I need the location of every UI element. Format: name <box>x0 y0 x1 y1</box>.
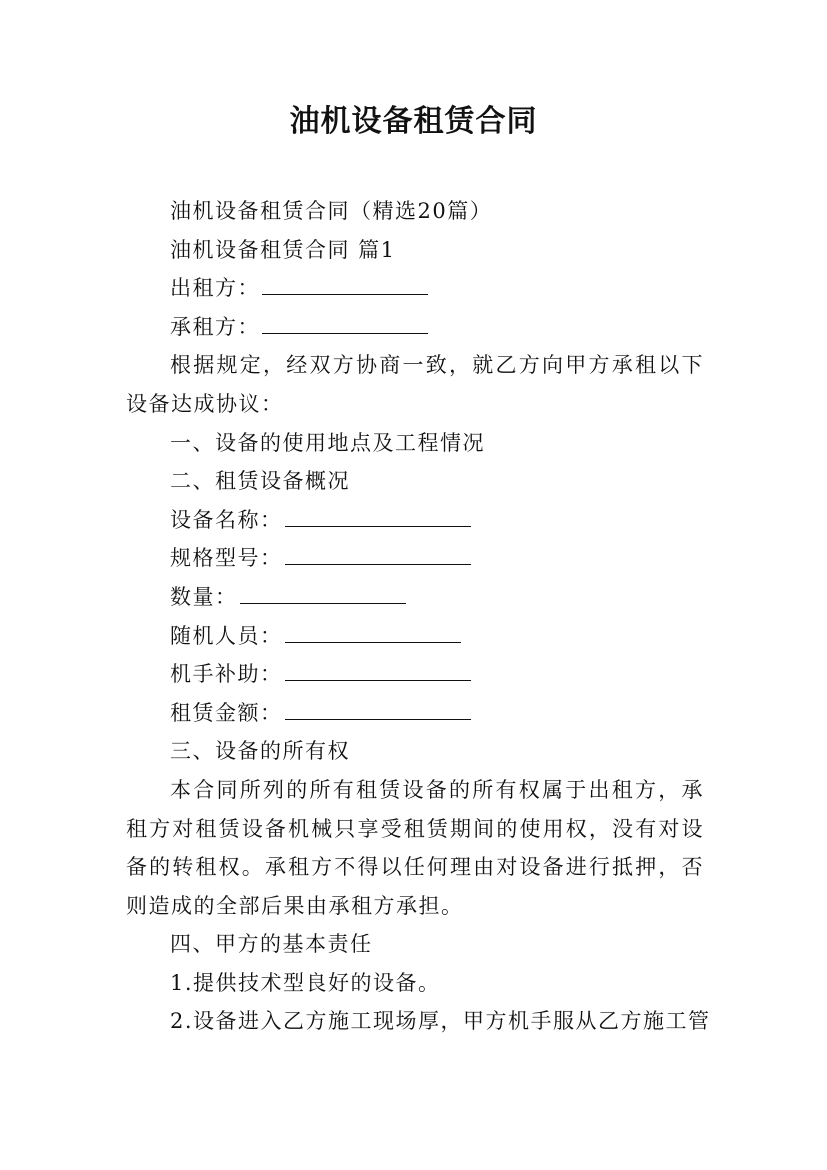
field-blank <box>285 542 471 565</box>
section-heading: 三、设备的所有权 <box>170 739 350 764</box>
lessee-blank <box>262 311 428 334</box>
equipment-name-field <box>126 501 704 540</box>
section-heading: 一、设备的使用地点及工程情况 <box>170 430 485 455</box>
document-title: 油机设备租赁合同 <box>289 104 538 139</box>
ownership-paragraph: 本合同所列的所有租赁设备的所有权属于出租方，承租方对租赁设备机械只享受租赁期间的使用权，没有对设备的转租权。承租方不得以任何理由对设备进行抵押，否则造成的全部后果由承租方承担。 <box>126 777 704 918</box>
field-label: 规格型号： <box>170 546 283 571</box>
list-item: 1.提供技术型良好的设备。 <box>170 970 441 995</box>
list-item: 2.设备进入乙方施工现场厚，甲方机手服从乙方施工管 <box>170 1009 711 1034</box>
field-label: 机手补助： <box>170 662 283 687</box>
personnel-field <box>126 617 704 656</box>
field-blank <box>285 620 461 643</box>
section-heading: 四、甲方的基本责任 <box>170 932 373 957</box>
lessor-label: 出租方： <box>170 276 260 301</box>
field-blank <box>285 697 471 720</box>
field-blank <box>285 504 471 527</box>
field-label: 数量： <box>170 584 238 609</box>
section-heading: 二、租赁设备概况 <box>170 469 350 494</box>
field-label: 设备名称： <box>170 507 283 532</box>
subsidy-field <box>126 655 704 694</box>
field-label: 随机人员： <box>170 623 283 648</box>
field-blank <box>240 581 406 604</box>
spec-model-field <box>126 539 704 578</box>
intro-paragraph: 根据规定，经双方协商一致，就乙方向甲方承租以下设备达成协议： <box>126 353 704 416</box>
lessee-label: 承租方： <box>170 314 260 339</box>
lessor-field <box>126 269 704 308</box>
chapter-heading: 油机设备租赁合同 篇1 <box>170 237 396 262</box>
field-label: 租赁金额： <box>170 700 283 725</box>
lessor-blank <box>262 272 428 295</box>
document-body <box>126 192 711 1041</box>
amount-field <box>126 694 704 733</box>
lessee-field <box>126 308 704 347</box>
field-blank <box>285 658 471 681</box>
quantity-field <box>126 578 704 617</box>
subtitle: 油机设备租赁合同（精选20篇） <box>170 199 493 223</box>
